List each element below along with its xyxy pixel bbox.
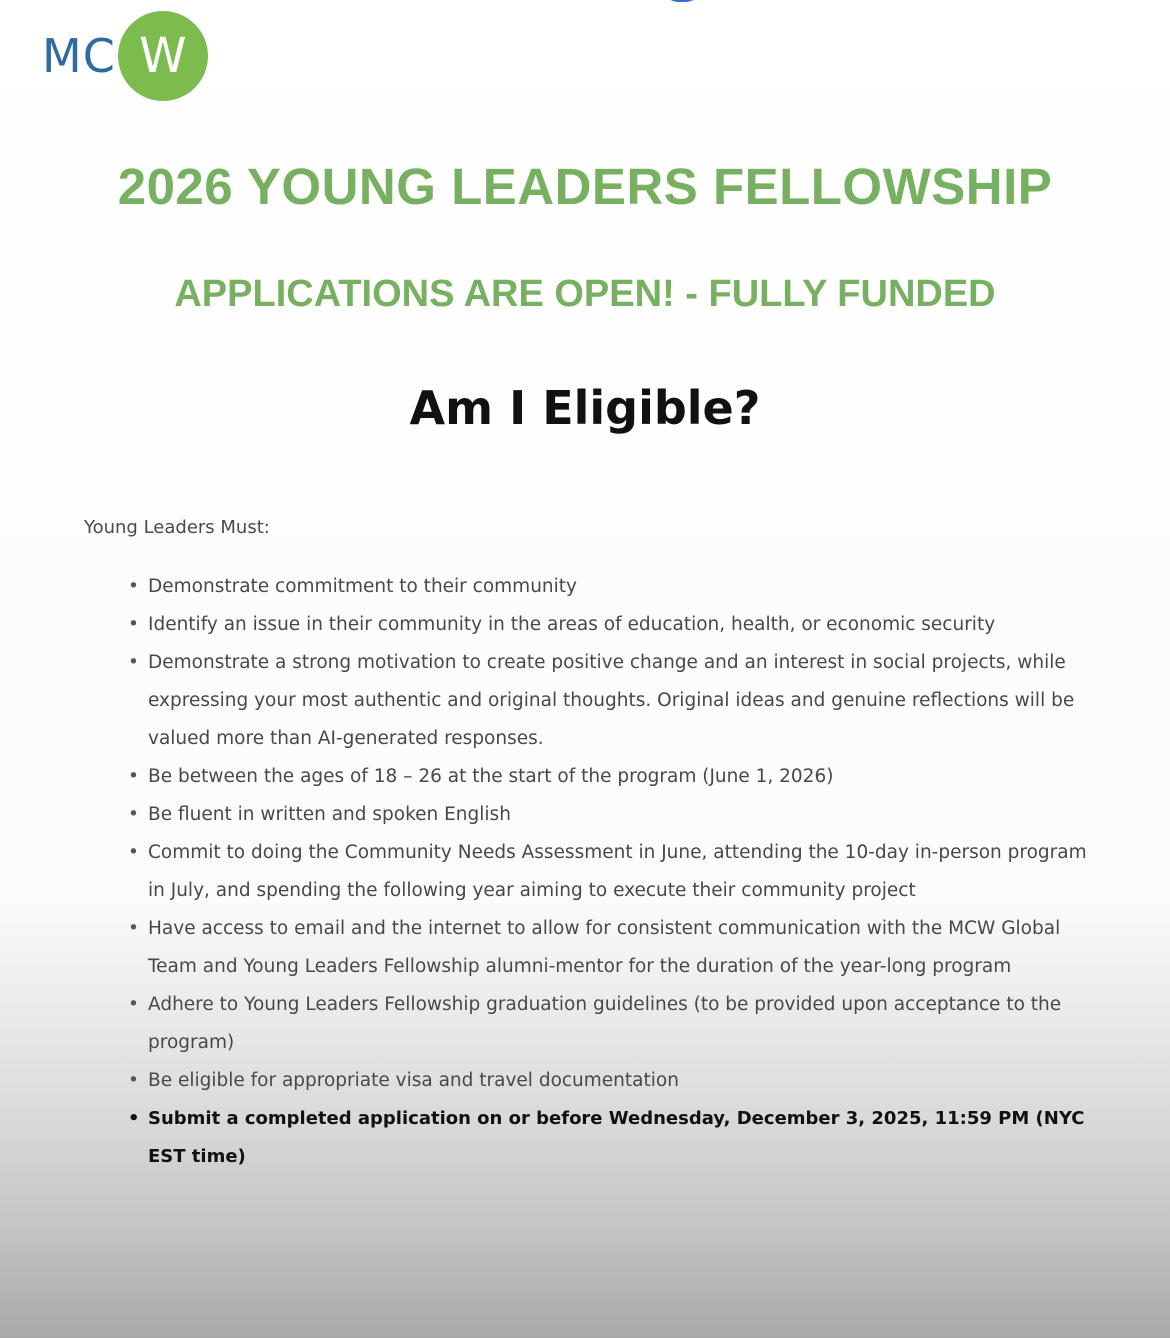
requirement-text: Be between the ages of 18 – 26 at the start of the program (June 1, 2026)	[148, 766, 834, 787]
bullet-icon: •	[128, 766, 139, 787]
requirement-text: Have access to email and the internet to allow for consistent communication with the MCW Global Team and Young Leaders Fellowship alumni-mentor for the duration of the year-long program	[148, 918, 1061, 977]
deadline-requirement-item	[128, 1100, 1088, 1176]
fellowship-title: 2026 YOUNG LEADERS FELLOWSHIP	[117, 158, 1053, 215]
logo-letters: MC	[42, 29, 116, 83]
bullet-icon: •	[128, 994, 139, 1015]
applications-open-subtitle: APPLICATIONS ARE OPEN! - FULLY FUNDED	[174, 273, 996, 315]
requirement-item	[128, 606, 1088, 644]
requirement-item	[128, 568, 1088, 606]
requirement-text: Adhere to Young Leaders Fellowship graduation guidelines (to be provided upon acceptance to the program)	[148, 994, 1062, 1053]
requirements-intro: Young Leaders Must:	[84, 517, 270, 538]
requirement-item	[128, 910, 1088, 986]
requirement-item	[128, 758, 1088, 796]
requirement-text: Be fluent in written and spoken English	[148, 804, 511, 825]
requirement-text: Commit to doing the Community Needs Assessment in June, attending the 10-day in-person program in July, and spending the following year aiming to execute their community project	[148, 842, 1087, 901]
requirement-text: Demonstrate commitment to their community	[148, 576, 577, 597]
deadline-text: Submit a completed application on or before Wednesday, December 3, 2025, 11:59 PM (NYC EST time)	[148, 1108, 1085, 1167]
mcw-logo	[42, 10, 208, 102]
logo-circle-letter: W	[139, 28, 187, 84]
requirement-text: Identify an issue in their community in the areas of education, health, or economic security	[148, 614, 996, 635]
bullet-icon: •	[128, 652, 139, 673]
bullet-icon: •	[128, 842, 139, 863]
requirement-item	[128, 796, 1088, 834]
requirement-text: Demonstrate a strong motivation to create positive change and an interest in social projects, while expressing your most authentic and original thoughts. Original ideas and genuine reflections will be valued more than AI-generated responses.	[148, 652, 1075, 749]
status-indicator-dot	[664, 0, 700, 2]
bullet-icon: •	[128, 804, 139, 825]
bullet-icon: •	[128, 576, 139, 597]
eligibility-heading: Am I Eligible?	[409, 381, 761, 435]
requirement-item	[128, 986, 1088, 1062]
requirement-item	[128, 644, 1088, 758]
bullet-icon: •	[128, 1070, 139, 1091]
requirement-text: Be eligible for appropriate visa and travel documentation	[148, 1070, 679, 1091]
bullet-icon: •	[128, 918, 139, 939]
bullet-icon: •	[128, 614, 139, 635]
requirements-list	[128, 568, 1088, 1176]
requirement-item	[128, 1062, 1088, 1100]
requirement-item	[128, 834, 1088, 910]
logo-circle	[118, 11, 208, 101]
bullet-icon: •	[128, 1108, 140, 1129]
